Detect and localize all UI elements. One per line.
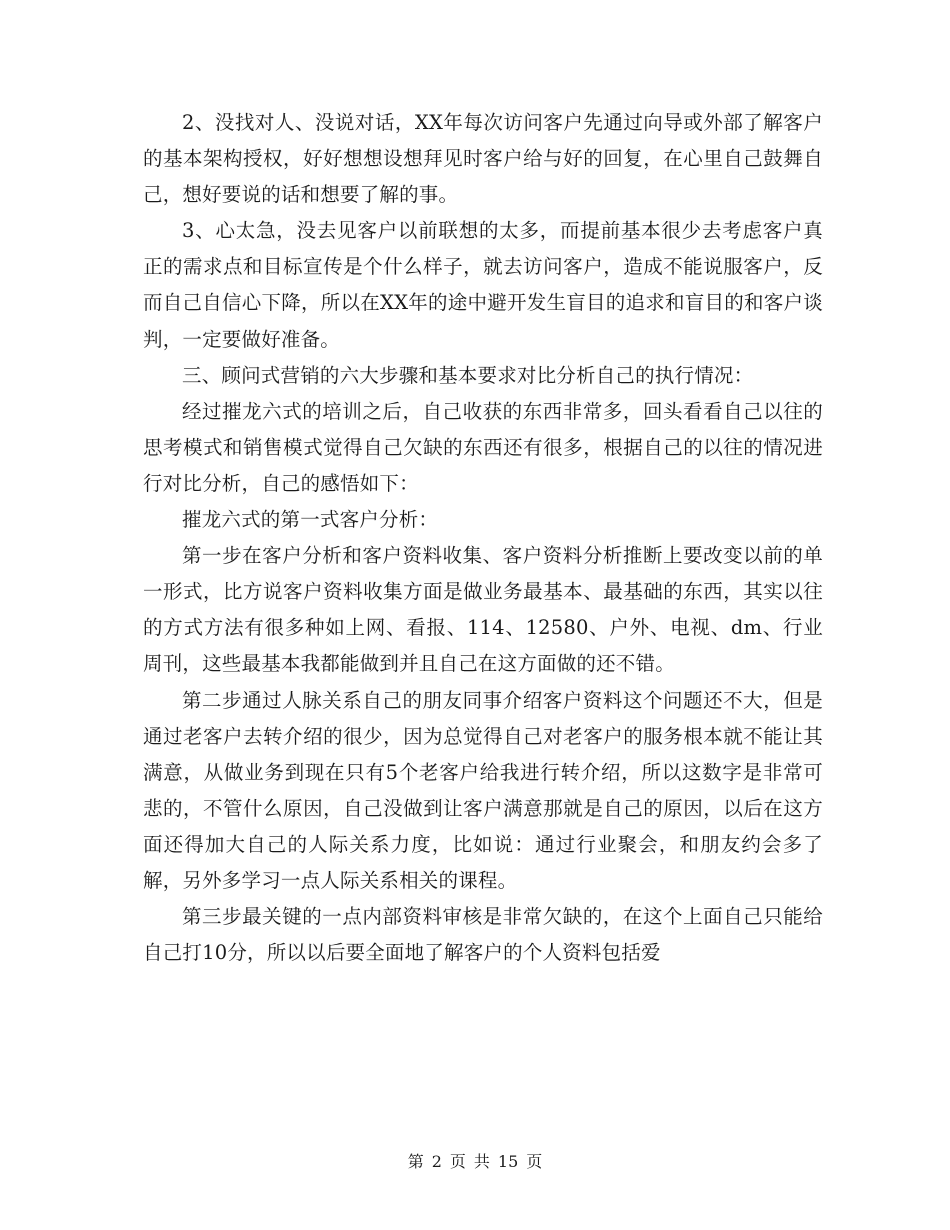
footer-page-number: 2 <box>431 1152 442 1171</box>
page-body <box>143 105 823 971</box>
page-footer <box>0 1152 950 1172</box>
paragraph-3: 经过摧龙六式的培训之后，自己收获的东西非常多，回头看看自己以往的思考模式和销售模式觉得自己欠缺的东西还有很多，根据自己的以往的情况进行对比分析，自己的感悟如下： <box>143 399 823 495</box>
footer-di: 第 <box>407 1152 424 1171</box>
footer-ye: 页 <box>449 1152 466 1171</box>
paragraph-1: 2、没找对人、没说对话，XX年每次访问客户先通过向导或外部了解客户的基本架构授权，好好想想设想拜见时客户给与好的回复，在心里自己鼓舞自己，想好要说的话和想要了解的事。 <box>143 111 823 207</box>
section-heading: 三、顾问式营销的六大步骤和基本要求对比分析自己的执行情况： <box>182 363 754 387</box>
footer-gong: 共 <box>473 1152 490 1171</box>
subsection-heading: 摧龙六式的第一式客户分析： <box>182 508 439 532</box>
paragraph-6: 第三步最关键的一点内部资料审核是非常欠缺的，在这个上面自己只能给自己打10分，所以以后要全面地了解客户的个人资料包括爱 <box>143 905 823 965</box>
paragraph-5: 第二步通过人脉关系自己的朋友同事介绍客户资料这个问题还不大，但是通过老客户去转介绍的很少，因为总觉得自己对老客户的服务根本就不能让其满意，从做业务到现在只有5个老客户给我进行转介绍，所以这数字是非常可悲的，不管什么原因，自己没做到让客户满意那就是自己的原因，以后在这方面还得加大自己的人际关系力度，比如说：通过行业聚会，和朋友约会多了解，另外多学习一点人际关系相关的课程。 <box>143 688 823 892</box>
paragraph-2: 3、心太急，没去见客户以前联想的太多，而提前基本很少去考虑客户真正的需求点和目标宣传是个什么样子，就去访问客户，造成不能说服客户，反而自己自信心下降，所以在XX年的途中避开发生盲目的追求和盲目的和客户谈判，一定要做好准备。 <box>143 219 823 351</box>
footer-ye2: 页 <box>526 1152 543 1171</box>
paragraph-4: 第一步在客户分析和客户资料收集、客户资料分析推断上要改变以前的单一形式，比方说客户资料收集方面是做业务最基本、最基础的东西，其实以往的方式方法有很多种如上网、看报、114、12580、户外、电视、dm、行业周刊，这些最基本我都能做到并且自己在这方面做的还不错。 <box>143 544 823 676</box>
footer-total-pages: 15 <box>497 1152 519 1171</box>
